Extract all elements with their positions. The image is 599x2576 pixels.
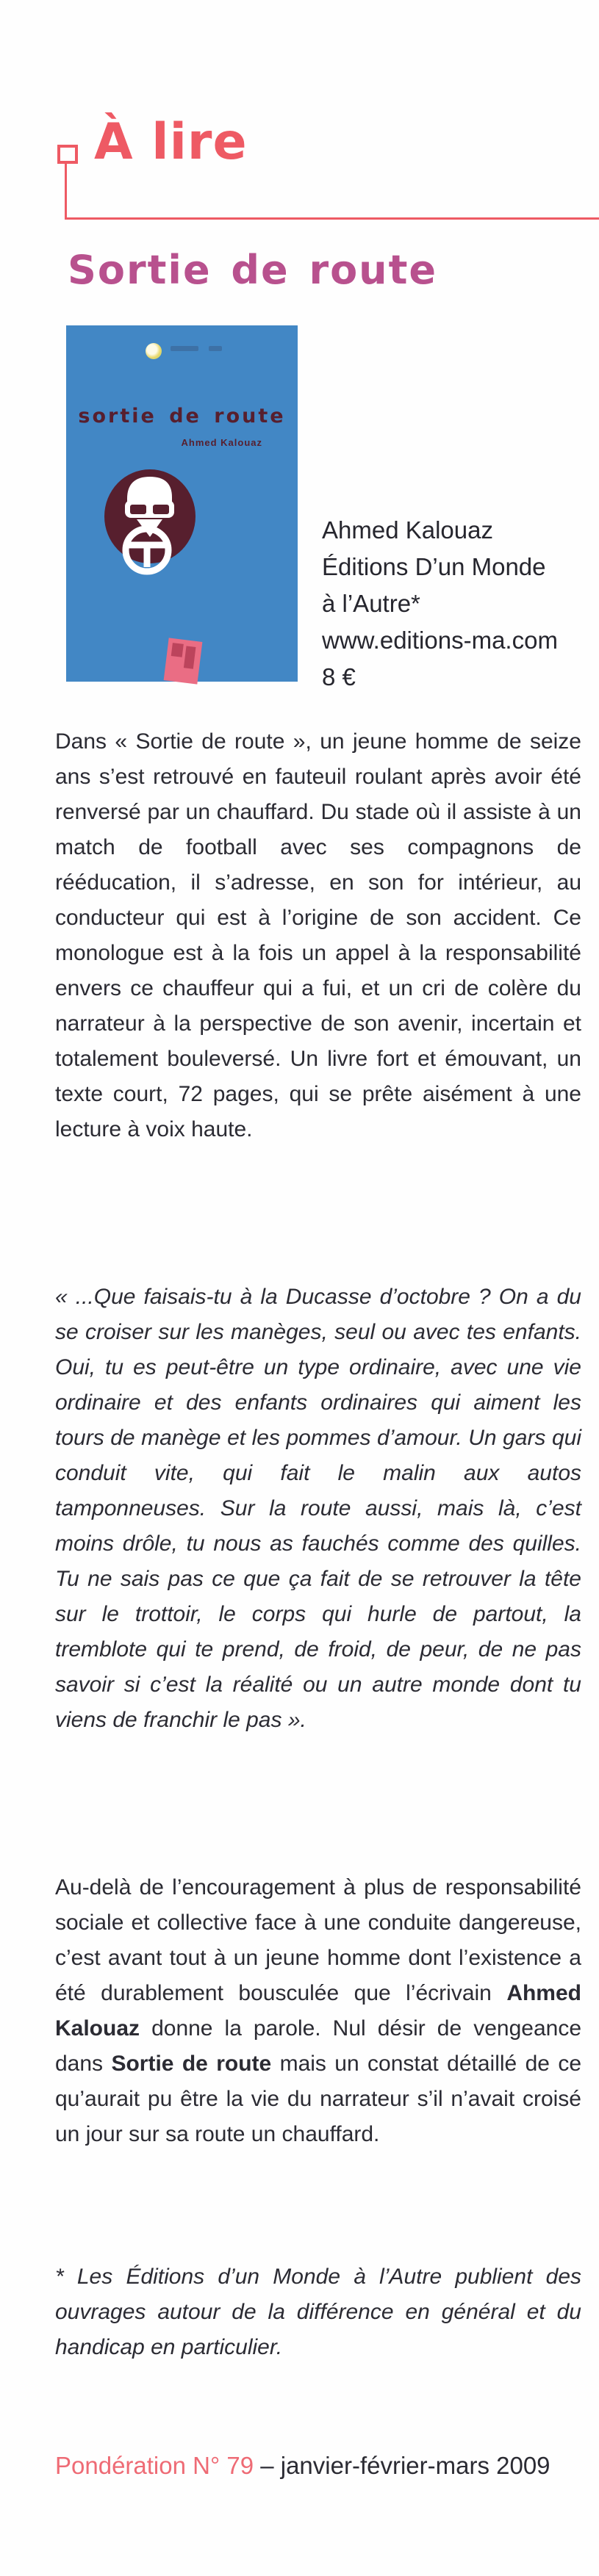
book-info-price: 8 € [322,663,356,690]
price-sticker-mark [184,646,196,668]
article-paragraph-comment [55,1870,581,2152]
book-info-publisher-line1: Éditions D’un Monde [322,553,546,580]
driver-illustration-icon [94,471,204,577]
publisher-logo-mark [171,346,198,351]
section-marker-icon [57,145,78,164]
book-title-bold: Sortie de route [111,2052,272,2076]
book-cover [66,325,298,682]
book-info-author: Ahmed Kalouaz [322,516,493,544]
paragraph-text: Au-delà de l’encouragement à plus de responsabilité sociale et collective face à une conduite dangereuse, c’est avant tout à un jeune homme dont l’existence a été durablement bousculée que l’écrivain [55,1875,581,2005]
publisher-logo-mark [209,346,222,351]
paragraph-text: donne la parole. Nul désir de vengeance dans [55,2016,581,2076]
footer-journal: Pondération N° 79 [55,2452,261,2479]
publisher-logo-dot [146,343,162,359]
header-rule-vertical [65,162,67,220]
section-title: À lire [94,113,248,171]
paragraph-text: mais un constat détaillé de ce qu’aurait pu être la vie du narrateur s’il n’avait croisé un jour sur sa route un chauffard. [55,2052,582,2146]
price-sticker-mark [171,643,184,657]
publisher-logo-icon [146,342,226,361]
author-name-bold: Ahmed Kalouaz [55,1981,581,2041]
footer-issue: – janvier-février-mars 2009 [260,2452,550,2479]
article-footnote: * Les Éditions d’un Monde à l’Autre publient des ouvrages autour de la différence en général et du handicap en particulier. [55,2265,581,2359]
cover-title: sortie de route [78,405,286,427]
price-sticker [164,638,203,684]
cover-author: Ahmed Kalouaz [181,437,262,448]
article-paragraph-summary: Dans « Sortie de route », un jeune homme de seize ans s’est retrouvé en fauteuil roulant après avoir été renversé par un chauffard. Du stade où il assiste à un match de football avec ses compagnons de rééducation, il s’adresse, en son for intérieur, au conducteur qui est à l’origine de son accident. Ce monologue est à la fois un appel à la responsabilité envers ce chauffeur qui a fui, et un cri de colère du narrateur à la perspective de son avenir, incertain et totalement bouleversé. Un livre fort et émouvant, un texte court, 72 pages, qui se prête aisément à une lecture à voix haute. [55,729,581,1141]
book-info-publisher-line2: à l’Autre* [322,590,420,617]
book-info [322,512,558,696]
article-quote: « ...Que faisais-tu à la Ducasse d’octobre ? On a du se croiser sur les manèges, seul ou avec tes enfants. Oui, tu es peut-être un type ordinaire, avec une vie ordinaire et des enfants ordinaires qui aiment les tours de manège et les pommes d’amour. Un gars qui conduit vite, qui fait le malin aux autos tamponneuses. Sur la route aussi, mais là, c’est moins drôle, tu nous as fauchés comme des quilles. Tu ne sais pas ce que ça fait de se retrouver la tête sur le trottoir, le corps qui hurle de partout, la tremblote qui te prend, de froid, de peur, de ne pas savoir si c’est la réalité ou un autre monde dont tu viens de franchir le pas ». [55,1285,581,1732]
article-title: Sortie de route [68,247,438,293]
header-rule-horizontal [65,217,599,220]
book-info-website: www.editions-ma.com [322,627,558,654]
page-footer [55,2452,550,2480]
